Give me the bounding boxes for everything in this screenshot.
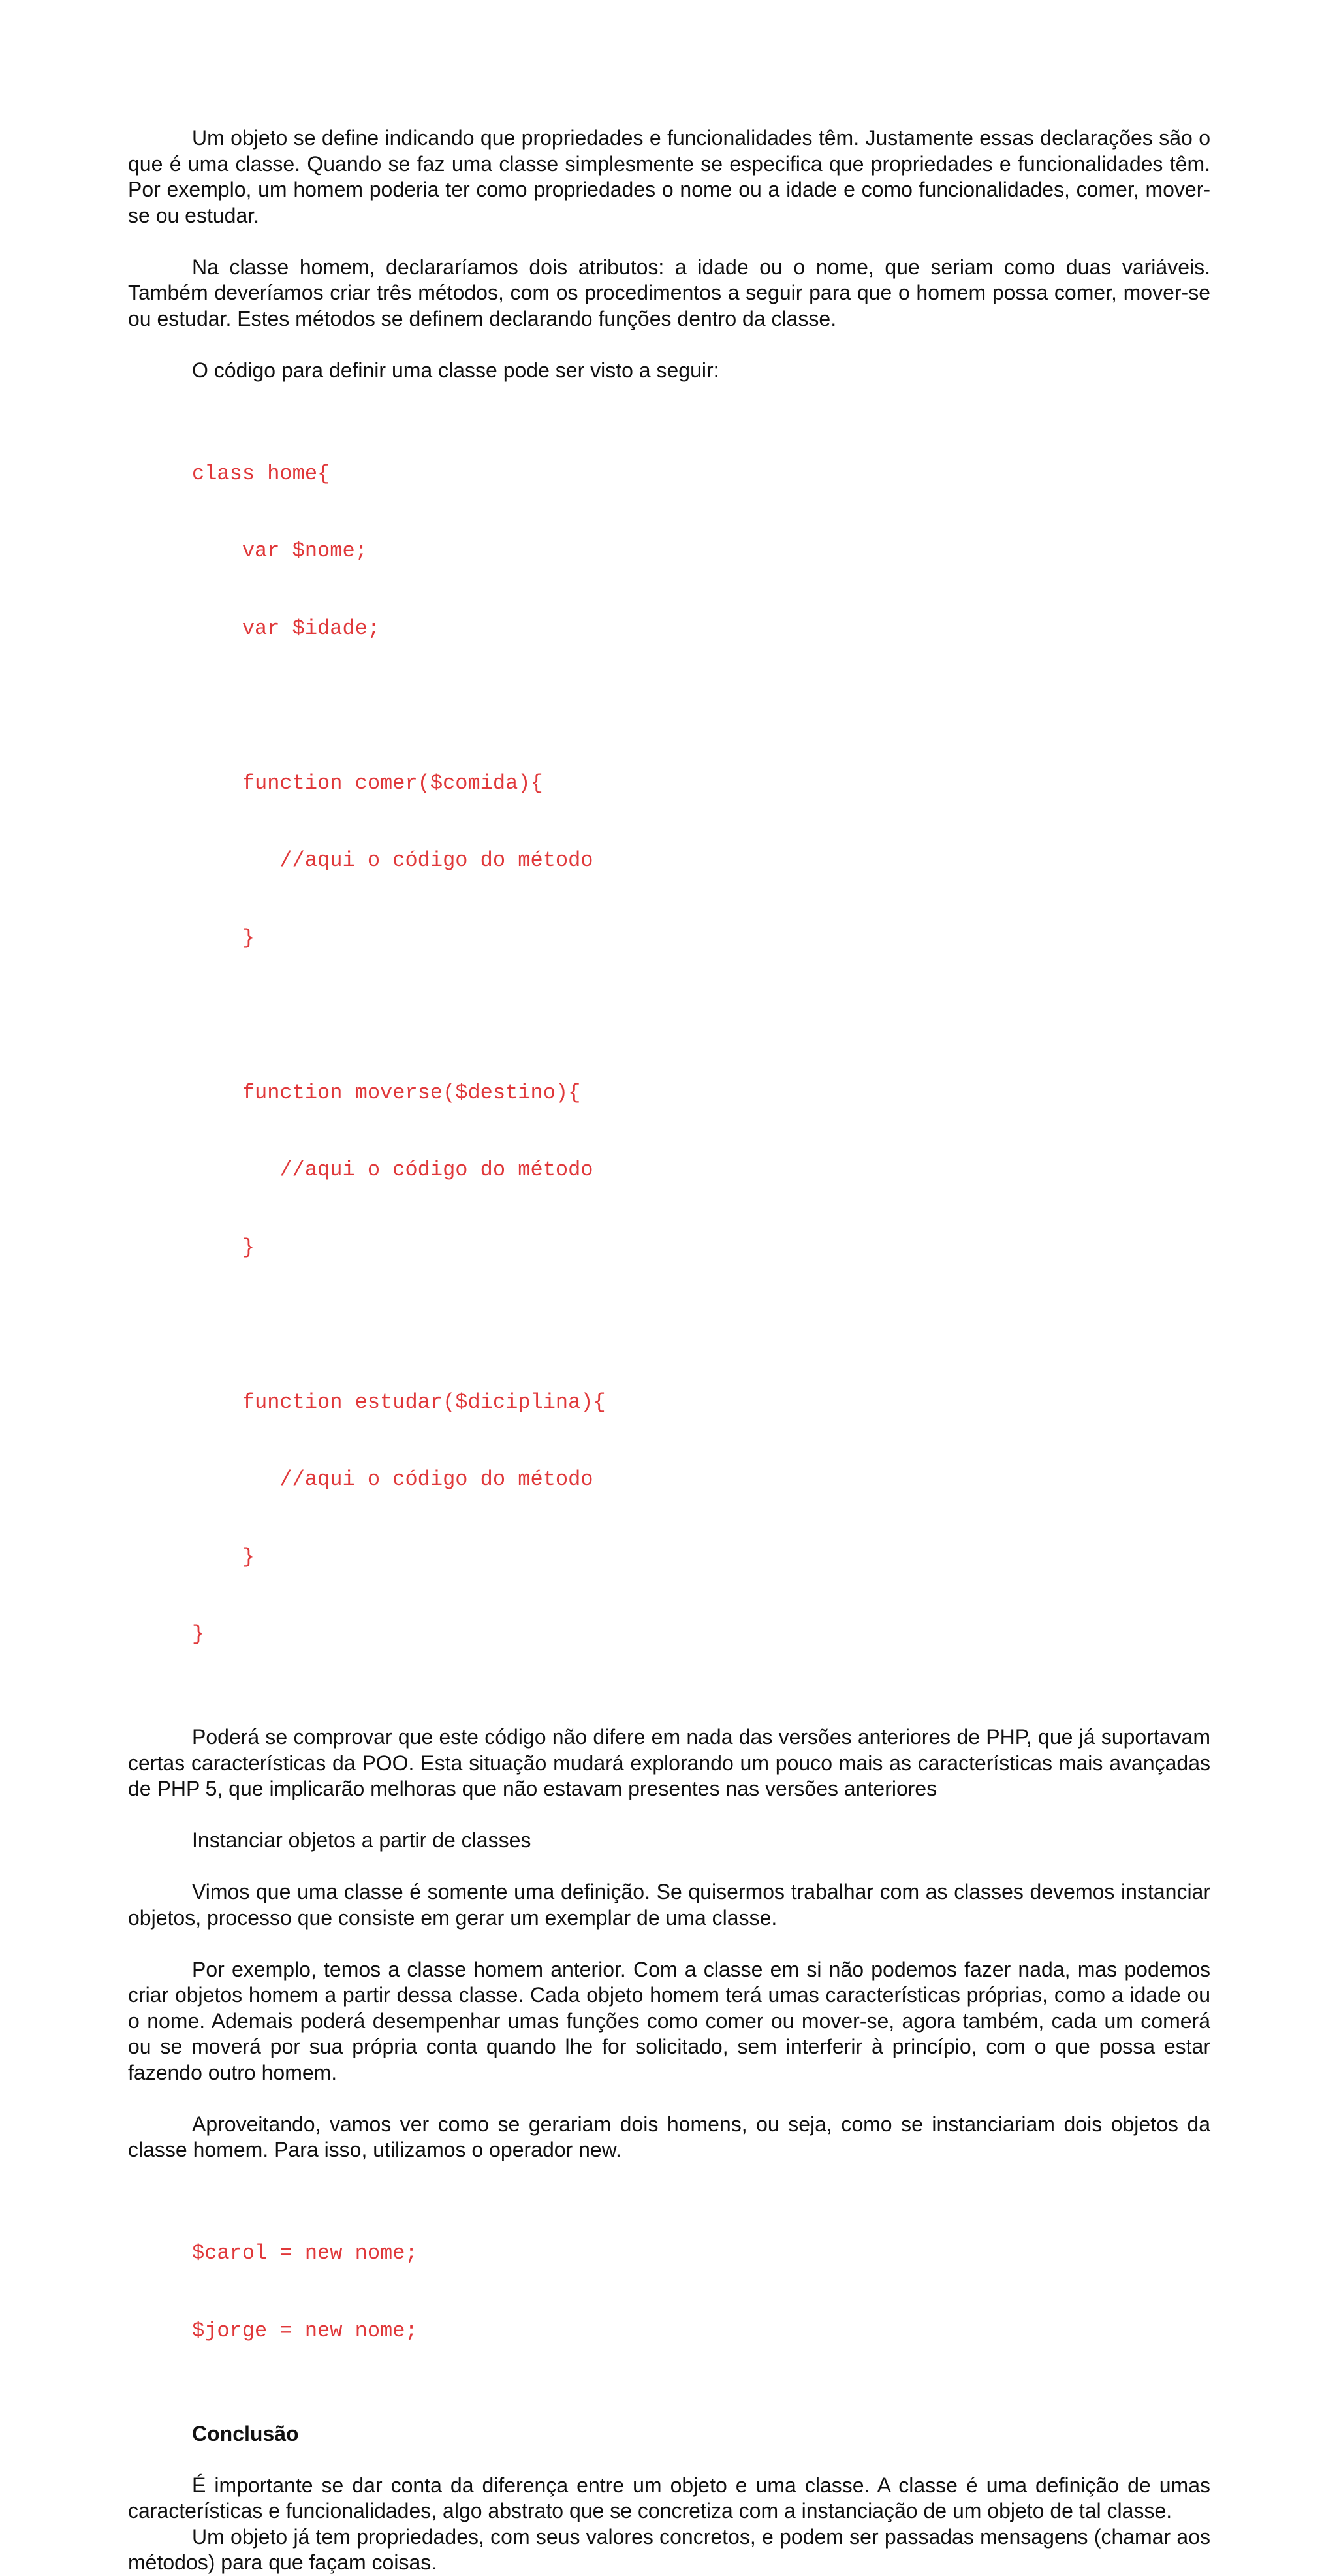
code-line: function comer($comida){ [192,771,543,795]
instantiate-paragraph: Vimos que uma classe é somente uma definição. Se quisermos trabalhar com as classes devemos instanciar objetos, processo que consiste em gerar um exemplar de uma classe. [128,1880,1210,1930]
code-line: var $idade; [192,616,381,641]
code-line: var $nome; [192,539,368,563]
code-line [192,693,1210,719]
document-page [128,125,1210,2576]
code-line: } [192,1544,255,1569]
php-versions-paragraph: Poderá se comprovar que este código não difere em nada das versões anteriores de PHP, que já suportavam certas características da POO. Esta situação mudará explorando um pouco mais as características mais avançadas de PHP 5, que implicarão melhoras que não estavam presentes nas versões anteriores [128,1725,1210,1800]
code-line: //aqui o código do método [192,848,593,872]
attributes-paragraph: Na classe homem, declararíamos dois atributos: a idade ou o nome, que seriam como duas variáveis. Também deveríamos criar três métodos, com os procedimentos a seguir para que o homem possa comer, mover-se ou estudar. Estes métodos se definem declarando funções dentro da classe. [128,255,1210,330]
conclusion-paragraph: É importante se dar conta da diferença entre um objeto e uma classe. A classe é uma definição de umas características e funcionalidades, algo abstrato que se concretiza com a instanciação de um objeto de tal classe. [128,2473,1210,2522]
intro-paragraph: Um objeto se define indicando que propriedades e funcionalidades têm. Justamente essas declarações são o que é uma classe. Quando se faz uma classe simplesmente se especifica que propriedades e funcionalidades têm. Por exemplo, um homem poderia ter como propriedades o nome ou a idade e como funcionalidades, comer, mover-se ou estudar. [128,126,1210,227]
code-line: //aqui o código do método [192,1467,593,1491]
instantiation-code-block [192,2189,1210,2395]
code-line [192,1002,1210,1028]
code-line [192,1312,1210,1338]
code-line: $jorge = new nome; [192,2318,418,2343]
code-line: } [192,1622,205,1646]
code-intro-paragraph: O código para definir uma classe pode ser visto a seguir: [192,358,719,382]
class-code-block [192,409,1210,1699]
code-line: class home{ [192,461,330,486]
conclusion-heading: Conclusão [192,2421,299,2445]
code-line: function estudar($diciplina){ [192,1390,606,1414]
code-line: } [192,1235,255,1260]
section-subheading: Instanciar objetos a partir de classes [192,1828,531,1852]
example-paragraph: Por exemplo, temos a classe homem anterior. Com a classe em si não podemos fazer nada, mas podemos criar objetos homem a partir dessa classe. Cada objeto homem terá umas características próprias, como a idade ou o nome. Ademais poderá desempenhar umas funções como comer ou mover-se, agora também, cada um comerá ou se moverá por sua própria conta quando lhe for solicitado, sem interferir à princípio, com o que possa estar fazendo outro homem. [128,1957,1210,2084]
code-line: } [192,925,255,950]
code-line: $carol = new nome; [192,2241,418,2265]
code-line: function moverse($destino){ [192,1080,581,1105]
closing-paragraph: Um objeto já tem propriedades, com seus valores concretos, e podem ser passadas mensagens (chamar aos métodos) para que façam coisas. [128,2524,1210,2574]
code-line: //aqui o código do método [192,1158,593,1182]
new-operator-paragraph: Aproveitando, vamos ver como se gerariam dois homens, ou seja, como se instanciariam dois objetos da classe homem. Para isso, utilizamos o operador new. [128,2112,1210,2161]
